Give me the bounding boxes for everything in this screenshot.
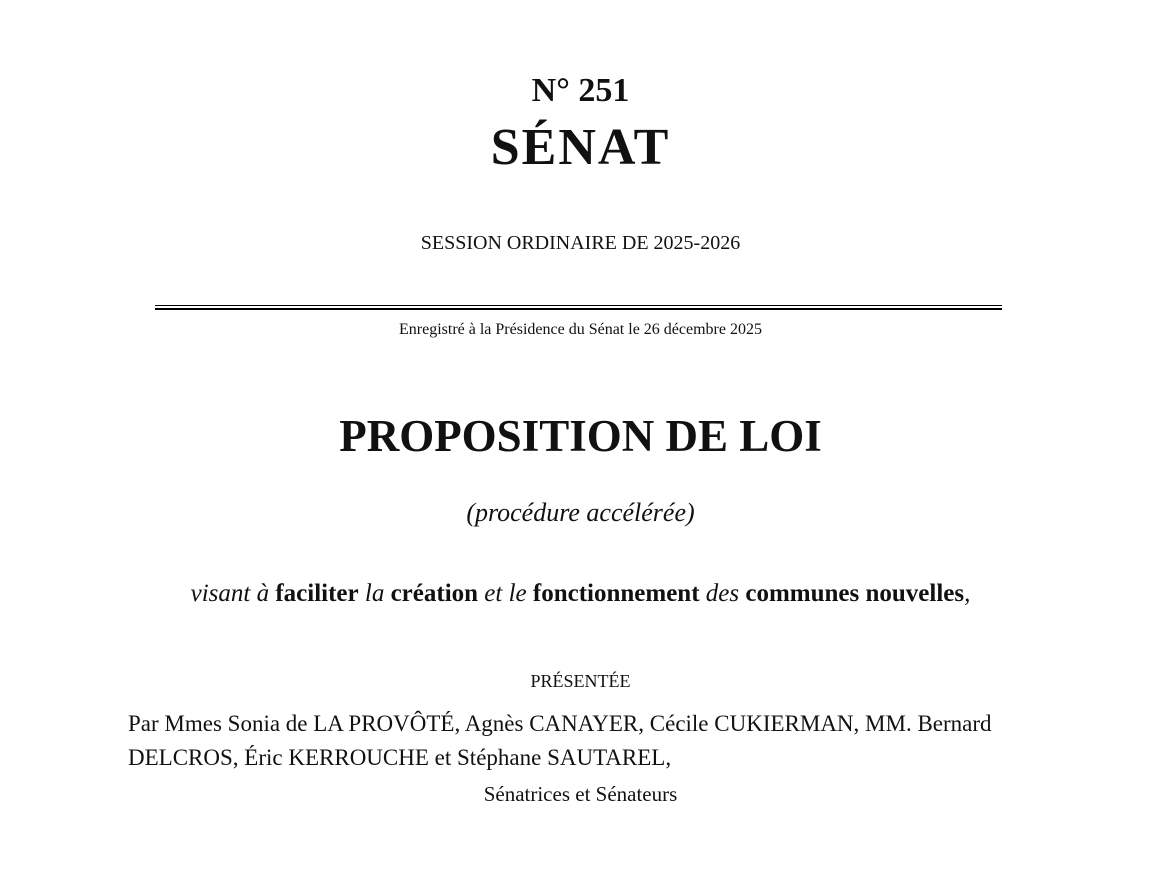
subject-segment: , xyxy=(964,580,971,607)
subject-segment: création xyxy=(390,580,479,607)
separator-double-rule xyxy=(155,305,1002,310)
document-number: N° 251 xyxy=(531,72,630,109)
subject-segment: et le xyxy=(478,580,533,607)
subject-segment: visant à xyxy=(190,580,276,607)
institution-name: SÉNAT xyxy=(490,119,671,176)
subject-segment: fonctionnement xyxy=(532,580,700,607)
session-line: SESSION ORDINAIRE DE 2025-2026 xyxy=(420,232,741,254)
authors-paragraph: Par Mmes Sonia de LA PROVÔTÉ, Agnès CANAYER, Cécile CUKIERMAN, MM. Bernard DELCROS, Éric KERROUCHE et Stéphane SAUTAREL, xyxy=(128,711,992,770)
law-title: PROPOSITION DE LOI xyxy=(339,411,822,461)
subject-line xyxy=(0,580,1161,608)
subject-segment: communes nouvelles xyxy=(745,580,965,607)
authors-role: Sénatrices et Sénateurs xyxy=(483,782,678,806)
procedure-note: (procédure accélérée) xyxy=(466,498,695,527)
subject-segment: des xyxy=(699,580,746,607)
registration-line: Enregistré à la Présidence du Sénat le 26 décembre 2025 xyxy=(399,321,762,338)
subject-segment: faciliter xyxy=(275,580,359,607)
subject-segment: la xyxy=(358,580,391,607)
presented-label: PRÉSENTÉE xyxy=(530,671,631,691)
